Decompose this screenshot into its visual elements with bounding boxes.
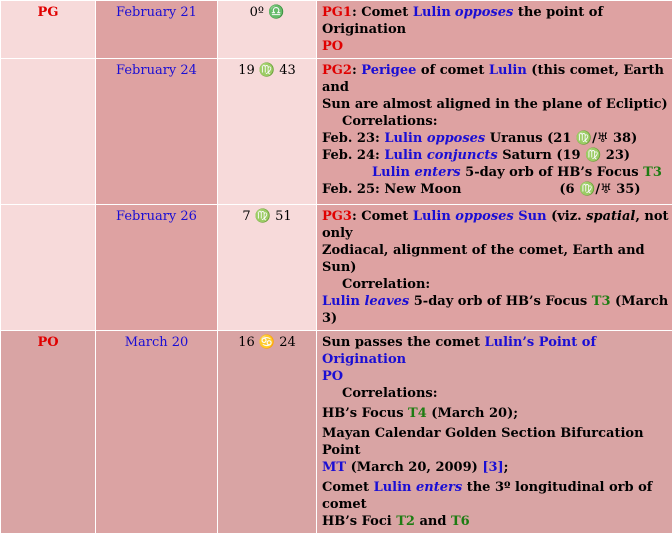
description-line: Sun are almost aligned in the plane of Ecliptic) — [322, 96, 672, 113]
table-row — [1, 205, 672, 331]
event-date: March 20 — [125, 335, 189, 350]
text-segment: Saturn (19 ♍ 23) — [498, 148, 630, 163]
event-label-cell — [1, 205, 96, 331]
point-of-origination-label: Lulin’s Point of Origination — [322, 335, 596, 367]
aspect-word: opposes — [427, 131, 485, 146]
text-segment: the point of Origination — [322, 5, 603, 37]
correlation-line: Mayan Calendar Golden Section Bifurcation Point — [322, 425, 672, 459]
text-segment: (March 20, 2009) — [346, 460, 482, 475]
focus-code: T4 — [408, 406, 427, 421]
correlations-heading: Correlations: — [322, 113, 672, 130]
event-date: February 24 — [116, 63, 197, 78]
text-segment: Feb. 24: — [322, 148, 384, 163]
text-segment: : Comet — [352, 209, 413, 224]
position-cell — [218, 331, 317, 534]
table-row — [1, 1, 672, 59]
correlation-line — [322, 147, 672, 164]
mt-code: MT — [322, 460, 346, 475]
text-segment: HB’s Focus — [322, 406, 408, 421]
text-segment: (6 ♍/♅ 35) — [461, 182, 640, 197]
text-segment: : — [352, 63, 361, 78]
comet-name: Lulin — [384, 148, 422, 163]
aspect-word: opposes — [455, 5, 513, 20]
aspect-word: opposes — [455, 209, 513, 224]
comet-name: Lulin — [413, 209, 451, 224]
text-segment: HB’s Foci — [322, 514, 396, 529]
event-label-cell — [1, 1, 96, 59]
text-segment: ; — [504, 460, 509, 475]
text-segment: : Comet — [352, 5, 413, 20]
event-code: PG2 — [322, 63, 352, 78]
text-segment: Sun passes the comet — [322, 335, 484, 350]
comet-name: Lulin — [489, 63, 527, 78]
text-segment: of comet — [416, 63, 488, 78]
correlations-heading: Correlation: — [322, 276, 672, 293]
correlation-line — [322, 293, 672, 327]
zodiac-position: 16 ♋ 24 — [238, 335, 296, 350]
focus-code: T2 — [396, 514, 415, 529]
table-row — [1, 59, 672, 205]
point-code: PO — [322, 368, 672, 385]
zodiac-position: 0º ♎ — [250, 5, 285, 20]
text-segment: 5-day orb of HB’s Focus — [409, 294, 592, 309]
date-cell — [96, 1, 218, 59]
date-cell — [96, 205, 218, 331]
text-segment: Comet — [322, 480, 374, 495]
event-date: February 21 — [116, 5, 197, 20]
correlation-line — [322, 459, 672, 476]
description-line: Zodiacal, alignment of the comet, Earth and Sun) — [322, 242, 672, 276]
zodiac-position: 7 ♍ 51 — [242, 209, 291, 224]
date-cell — [96, 331, 218, 534]
focus-code: T6 — [451, 514, 470, 529]
event-label-cell — [1, 331, 96, 534]
perigee-word: Perigee — [361, 63, 416, 78]
text-segment: (March 20); — [427, 406, 518, 421]
aspect-word: enters — [414, 165, 460, 180]
text-segment: Feb. 23: — [322, 131, 384, 146]
table-row — [1, 331, 672, 534]
description-line — [322, 62, 672, 96]
event-code: PG3 — [322, 209, 352, 224]
text-segment: 5-day orb of HB’s Focus — [461, 165, 644, 180]
event-label: PO — [37, 335, 58, 350]
text-segment: Feb. 25: New Moon — [322, 182, 461, 197]
comet-name: Lulin — [322, 294, 360, 309]
date-cell — [96, 59, 218, 205]
correlation-line — [322, 479, 672, 513]
aspect-word: conjuncts — [427, 148, 498, 163]
text-segment: the 3º longitudinal orb of comet — [322, 480, 652, 512]
description-cell — [317, 331, 672, 534]
description-line — [322, 334, 672, 368]
event-date: February 26 — [116, 209, 197, 224]
description-cell — [317, 59, 672, 205]
correlation-line — [322, 181, 672, 198]
event-label-cell — [1, 59, 96, 205]
correlation-line — [322, 130, 672, 147]
text-segment: (this comet, Earth and — [322, 63, 664, 95]
comet-name: Lulin — [413, 5, 451, 20]
aspect-word: leaves — [364, 294, 409, 309]
event-label: PG — [38, 5, 59, 20]
focus-code: T3 — [643, 165, 662, 180]
position-cell — [218, 59, 317, 205]
description-line — [322, 4, 672, 38]
correlation-line — [322, 513, 672, 530]
aspect-word: enters — [416, 480, 462, 495]
correlation-line — [322, 405, 672, 422]
position-cell — [218, 1, 317, 59]
comet-name: Lulin — [372, 165, 410, 180]
comet-name: Lulin — [384, 131, 422, 146]
text-segment: (March 3) — [322, 294, 668, 326]
text-segment: Uranus (21 ♍/♅ 38) — [485, 131, 637, 146]
zodiac-position: 19 ♍ 43 — [238, 63, 296, 78]
text-segment: spatial — [586, 209, 635, 224]
description-cell — [317, 205, 672, 331]
comet-name: Lulin — [374, 480, 412, 495]
correlations-heading: Correlations: — [322, 385, 672, 402]
reference-link[interactable]: [3] — [482, 460, 503, 475]
sun-word: Sun — [518, 209, 546, 224]
description-line — [322, 208, 672, 242]
correlation-line — [322, 164, 672, 181]
event-code: PG1 — [322, 5, 352, 20]
text-segment: (viz. — [547, 209, 587, 224]
description-cell — [317, 1, 672, 59]
point-code: PO — [322, 38, 672, 55]
text-segment: and — [415, 514, 451, 529]
position-cell — [218, 205, 317, 331]
text-segment: , not only — [322, 209, 669, 241]
focus-code: T3 — [592, 294, 611, 309]
